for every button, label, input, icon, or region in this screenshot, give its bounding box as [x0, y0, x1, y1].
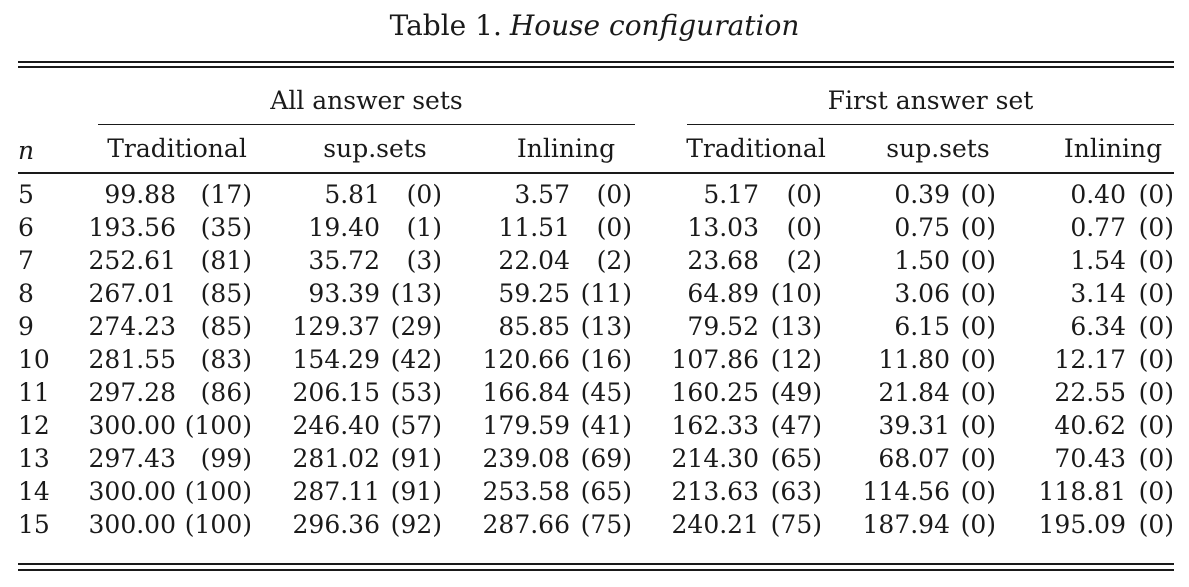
- cell-all-inlining-count: (0): [596, 180, 632, 209]
- cell-first-supsets-count: (0): [960, 444, 996, 473]
- cell-all-traditional-value: 267.01: [88, 279, 176, 308]
- cell-first-supsets-count: (0): [960, 345, 996, 374]
- cell-first-supsets-count: (0): [960, 246, 996, 275]
- cell-all-traditional-value: 274.23: [88, 312, 176, 341]
- cell-first-inlining-value: 0.40: [1070, 180, 1126, 209]
- cell-first-supsets-count: (0): [960, 180, 996, 209]
- group-all-answer-sets: All answer sets: [270, 86, 463, 115]
- cell-all-traditional-count: (100): [184, 510, 252, 539]
- cell-all-traditional-count: (85): [200, 312, 252, 341]
- cell-all-inlining-value: 253.58: [482, 477, 570, 506]
- group-rule-all: [98, 124, 635, 125]
- cell-first-inlining-value: 195.09: [1038, 510, 1126, 539]
- bottom-rule-2: [18, 569, 1174, 571]
- row-n: 9: [18, 312, 34, 341]
- cell-all-inlining-value: 85.85: [498, 312, 570, 341]
- table-row: [0, 279, 1189, 312]
- cell-all-traditional-value: 252.61: [88, 246, 176, 275]
- top-rule-1: [18, 61, 1174, 63]
- cell-all-supsets-count: (0): [406, 180, 442, 209]
- cell-all-supsets-count: (91): [390, 444, 442, 473]
- cell-all-supsets-value: 296.36: [292, 510, 380, 539]
- cell-first-traditional-count: (47): [770, 411, 822, 440]
- cell-first-inlining-count: (0): [1138, 180, 1174, 209]
- cell-first-inlining-count: (0): [1138, 378, 1174, 407]
- row-n: 13: [18, 444, 50, 473]
- cell-first-inlining-value: 12.17: [1054, 345, 1126, 374]
- cell-first-traditional-count: (65): [770, 444, 822, 473]
- row-n: 14: [18, 477, 50, 506]
- cell-all-supsets-value: 281.02: [292, 444, 380, 473]
- cell-all-traditional-count: (35): [200, 213, 252, 242]
- cell-all-inlining-count: (41): [580, 411, 632, 440]
- cell-first-inlining-value: 1.54: [1070, 246, 1126, 275]
- cell-all-inlining-value: 3.57: [514, 180, 570, 209]
- cell-first-traditional-value: 160.25: [671, 378, 759, 407]
- cell-all-inlining-count: (16): [580, 345, 632, 374]
- cell-first-inlining-count: (0): [1138, 411, 1174, 440]
- cell-all-inlining-count: (75): [580, 510, 632, 539]
- cell-all-traditional-value: 300.00: [88, 510, 176, 539]
- cell-first-traditional-value: 162.33: [671, 411, 759, 440]
- cell-all-traditional-count: (17): [200, 180, 252, 209]
- cell-first-traditional-count: (75): [770, 510, 822, 539]
- table-row: [0, 312, 1189, 345]
- cell-first-traditional-value: 107.86: [671, 345, 759, 374]
- cell-all-traditional-count: (100): [184, 411, 252, 440]
- row-n: 7: [18, 246, 34, 275]
- col-header-first-traditional: Traditional: [686, 134, 826, 163]
- cell-all-supsets-count: (1): [406, 213, 442, 242]
- cell-all-inlining-value: 59.25: [498, 279, 570, 308]
- caption-title: House configuration: [509, 9, 800, 42]
- cell-first-inlining-count: (0): [1138, 444, 1174, 473]
- cell-first-inlining-value: 40.62: [1054, 411, 1126, 440]
- cell-all-supsets-value: 5.81: [324, 180, 380, 209]
- header-rule: [18, 172, 1174, 174]
- caption-label: Table 1.: [389, 9, 502, 42]
- cell-all-traditional-count: (86): [200, 378, 252, 407]
- bottom-rule-1: [18, 563, 1174, 565]
- table-row: [0, 378, 1189, 411]
- cell-all-supsets-value: 19.40: [308, 213, 380, 242]
- cell-all-inlining-count: (65): [580, 477, 632, 506]
- cell-all-supsets-count: (92): [390, 510, 442, 539]
- cell-first-traditional-value: 240.21: [671, 510, 759, 539]
- cell-all-supsets-value: 246.40: [292, 411, 380, 440]
- cell-first-traditional-count: (13): [770, 312, 822, 341]
- cell-all-traditional-count: (100): [184, 477, 252, 506]
- table-row: [0, 213, 1189, 246]
- cell-first-supsets-count: (0): [960, 477, 996, 506]
- cell-all-inlining-value: 239.08: [482, 444, 570, 473]
- row-n: 8: [18, 279, 34, 308]
- cell-all-traditional-value: 281.55: [88, 345, 176, 374]
- cell-first-traditional-value: 214.30: [671, 444, 759, 473]
- cell-all-traditional-count: (99): [200, 444, 252, 473]
- table-row: [0, 477, 1189, 510]
- cell-all-inlining-count: (0): [596, 213, 632, 242]
- cell-first-supsets-value: 3.06: [894, 279, 950, 308]
- cell-first-inlining-count: (0): [1138, 246, 1174, 275]
- cell-first-inlining-value: 118.81: [1038, 477, 1126, 506]
- cell-first-supsets-value: 39.31: [878, 411, 950, 440]
- table-row: [0, 180, 1189, 213]
- cell-all-supsets-value: 287.11: [292, 477, 380, 506]
- cell-all-traditional-count: (85): [200, 279, 252, 308]
- cell-first-inlining-value: 22.55: [1054, 378, 1126, 407]
- row-n: 5: [18, 180, 34, 209]
- cell-all-supsets-value: 129.37: [292, 312, 380, 341]
- cell-first-traditional-value: 79.52: [687, 312, 759, 341]
- cell-first-traditional-count: (63): [770, 477, 822, 506]
- cell-all-supsets-count: (91): [390, 477, 442, 506]
- cell-all-traditional-value: 193.56: [88, 213, 176, 242]
- cell-all-inlining-value: 11.51: [498, 213, 570, 242]
- cell-all-traditional-value: 297.28: [88, 378, 176, 407]
- cell-all-supsets-value: 35.72: [308, 246, 380, 275]
- cell-first-supsets-value: 21.84: [878, 378, 950, 407]
- cell-first-inlining-value: 3.14: [1070, 279, 1126, 308]
- table-caption: [0, 8, 1189, 44]
- row-n: 11: [18, 378, 50, 407]
- cell-first-traditional-value: 213.63: [671, 477, 759, 506]
- cell-first-traditional-count: (2): [786, 246, 822, 275]
- cell-all-traditional-count: (83): [200, 345, 252, 374]
- cell-all-supsets-count: (3): [406, 246, 442, 275]
- cell-all-inlining-value: 22.04: [498, 246, 570, 275]
- cell-first-supsets-count: (0): [960, 312, 996, 341]
- cell-first-inlining-value: 0.77: [1070, 213, 1126, 242]
- cell-all-supsets-count: (29): [390, 312, 442, 341]
- col-header-first-supsets: sup.sets: [886, 134, 990, 163]
- cell-first-supsets-value: 6.15: [894, 312, 950, 341]
- col-header-first-inlining: Inlining: [1063, 134, 1163, 163]
- cell-first-inlining-value: 6.34: [1070, 312, 1126, 341]
- cell-first-inlining-count: (0): [1138, 213, 1174, 242]
- table-row: [0, 246, 1189, 279]
- cell-all-inlining-value: 120.66: [482, 345, 570, 374]
- cell-first-supsets-value: 0.75: [894, 213, 950, 242]
- row-n: 15: [18, 510, 50, 539]
- cell-all-supsets-value: 154.29: [292, 345, 380, 374]
- row-n: 6: [18, 213, 34, 242]
- cell-all-inlining-value: 287.66: [482, 510, 570, 539]
- cell-all-traditional-count: (81): [200, 246, 252, 275]
- table-row: [0, 345, 1189, 378]
- cell-all-inlining-count: (11): [580, 279, 632, 308]
- cell-first-traditional-count: (0): [786, 213, 822, 242]
- cell-first-supsets-count: (0): [960, 378, 996, 407]
- col-header-all-inlining: Inlining: [516, 134, 616, 163]
- cell-first-traditional-value: 64.89: [687, 279, 759, 308]
- cell-first-supsets-value: 0.39: [894, 180, 950, 209]
- cell-first-traditional-count: (12): [770, 345, 822, 374]
- cell-all-inlining-count: (69): [580, 444, 632, 473]
- cell-first-traditional-count: (49): [770, 378, 822, 407]
- cell-first-supsets-count: (0): [960, 279, 996, 308]
- cell-first-supsets-value: 114.56: [862, 477, 950, 506]
- table-row: [0, 510, 1189, 543]
- cell-all-traditional-value: 300.00: [88, 411, 176, 440]
- cell-first-inlining-count: (0): [1138, 345, 1174, 374]
- table-row: [0, 444, 1189, 477]
- col-header-all-traditional: Traditional: [107, 134, 247, 163]
- cell-all-inlining-count: (2): [596, 246, 632, 275]
- cell-all-supsets-count: (57): [390, 411, 442, 440]
- cell-all-traditional-value: 99.88: [104, 180, 176, 209]
- cell-all-inlining-count: (45): [580, 378, 632, 407]
- cell-first-traditional-value: 13.03: [687, 213, 759, 242]
- col-header-all-supsets: sup.sets: [323, 134, 427, 163]
- row-n: 10: [18, 345, 50, 374]
- table-row: [0, 411, 1189, 444]
- cell-all-inlining-value: 179.59: [482, 411, 570, 440]
- row-n: 12: [18, 411, 50, 440]
- cell-first-inlining-count: (0): [1138, 279, 1174, 308]
- cell-first-supsets-value: 68.07: [878, 444, 950, 473]
- cell-first-supsets-count: (0): [960, 213, 996, 242]
- cell-first-traditional-value: 5.17: [703, 180, 759, 209]
- cell-first-inlining-count: (0): [1138, 477, 1174, 506]
- cell-first-traditional-count: (10): [770, 279, 822, 308]
- cell-all-supsets-count: (53): [390, 378, 442, 407]
- cell-all-supsets-count: (42): [390, 345, 442, 374]
- cell-first-inlining-value: 70.43: [1054, 444, 1126, 473]
- cell-all-supsets-count: (13): [390, 279, 442, 308]
- cell-first-inlining-count: (0): [1138, 510, 1174, 539]
- cell-first-supsets-value: 187.94: [862, 510, 950, 539]
- col-header-n: n: [18, 136, 35, 165]
- cell-first-traditional-count: (0): [786, 180, 822, 209]
- cell-first-supsets-count: (0): [960, 411, 996, 440]
- cell-all-inlining-count: (13): [580, 312, 632, 341]
- cell-first-supsets-value: 11.80: [878, 345, 950, 374]
- cell-first-supsets-count: (0): [960, 510, 996, 539]
- cell-first-traditional-value: 23.68: [687, 246, 759, 275]
- cell-all-inlining-value: 166.84: [482, 378, 570, 407]
- top-rule-2: [18, 66, 1174, 68]
- cell-all-supsets-value: 206.15: [292, 378, 380, 407]
- group-first-answer-set: First answer set: [827, 86, 1034, 115]
- group-rule-first: [687, 124, 1174, 125]
- cell-first-supsets-value: 1.50: [894, 246, 950, 275]
- cell-all-traditional-value: 297.43: [88, 444, 176, 473]
- cell-first-inlining-count: (0): [1138, 312, 1174, 341]
- cell-all-traditional-value: 300.00: [88, 477, 176, 506]
- cell-all-supsets-value: 93.39: [308, 279, 380, 308]
